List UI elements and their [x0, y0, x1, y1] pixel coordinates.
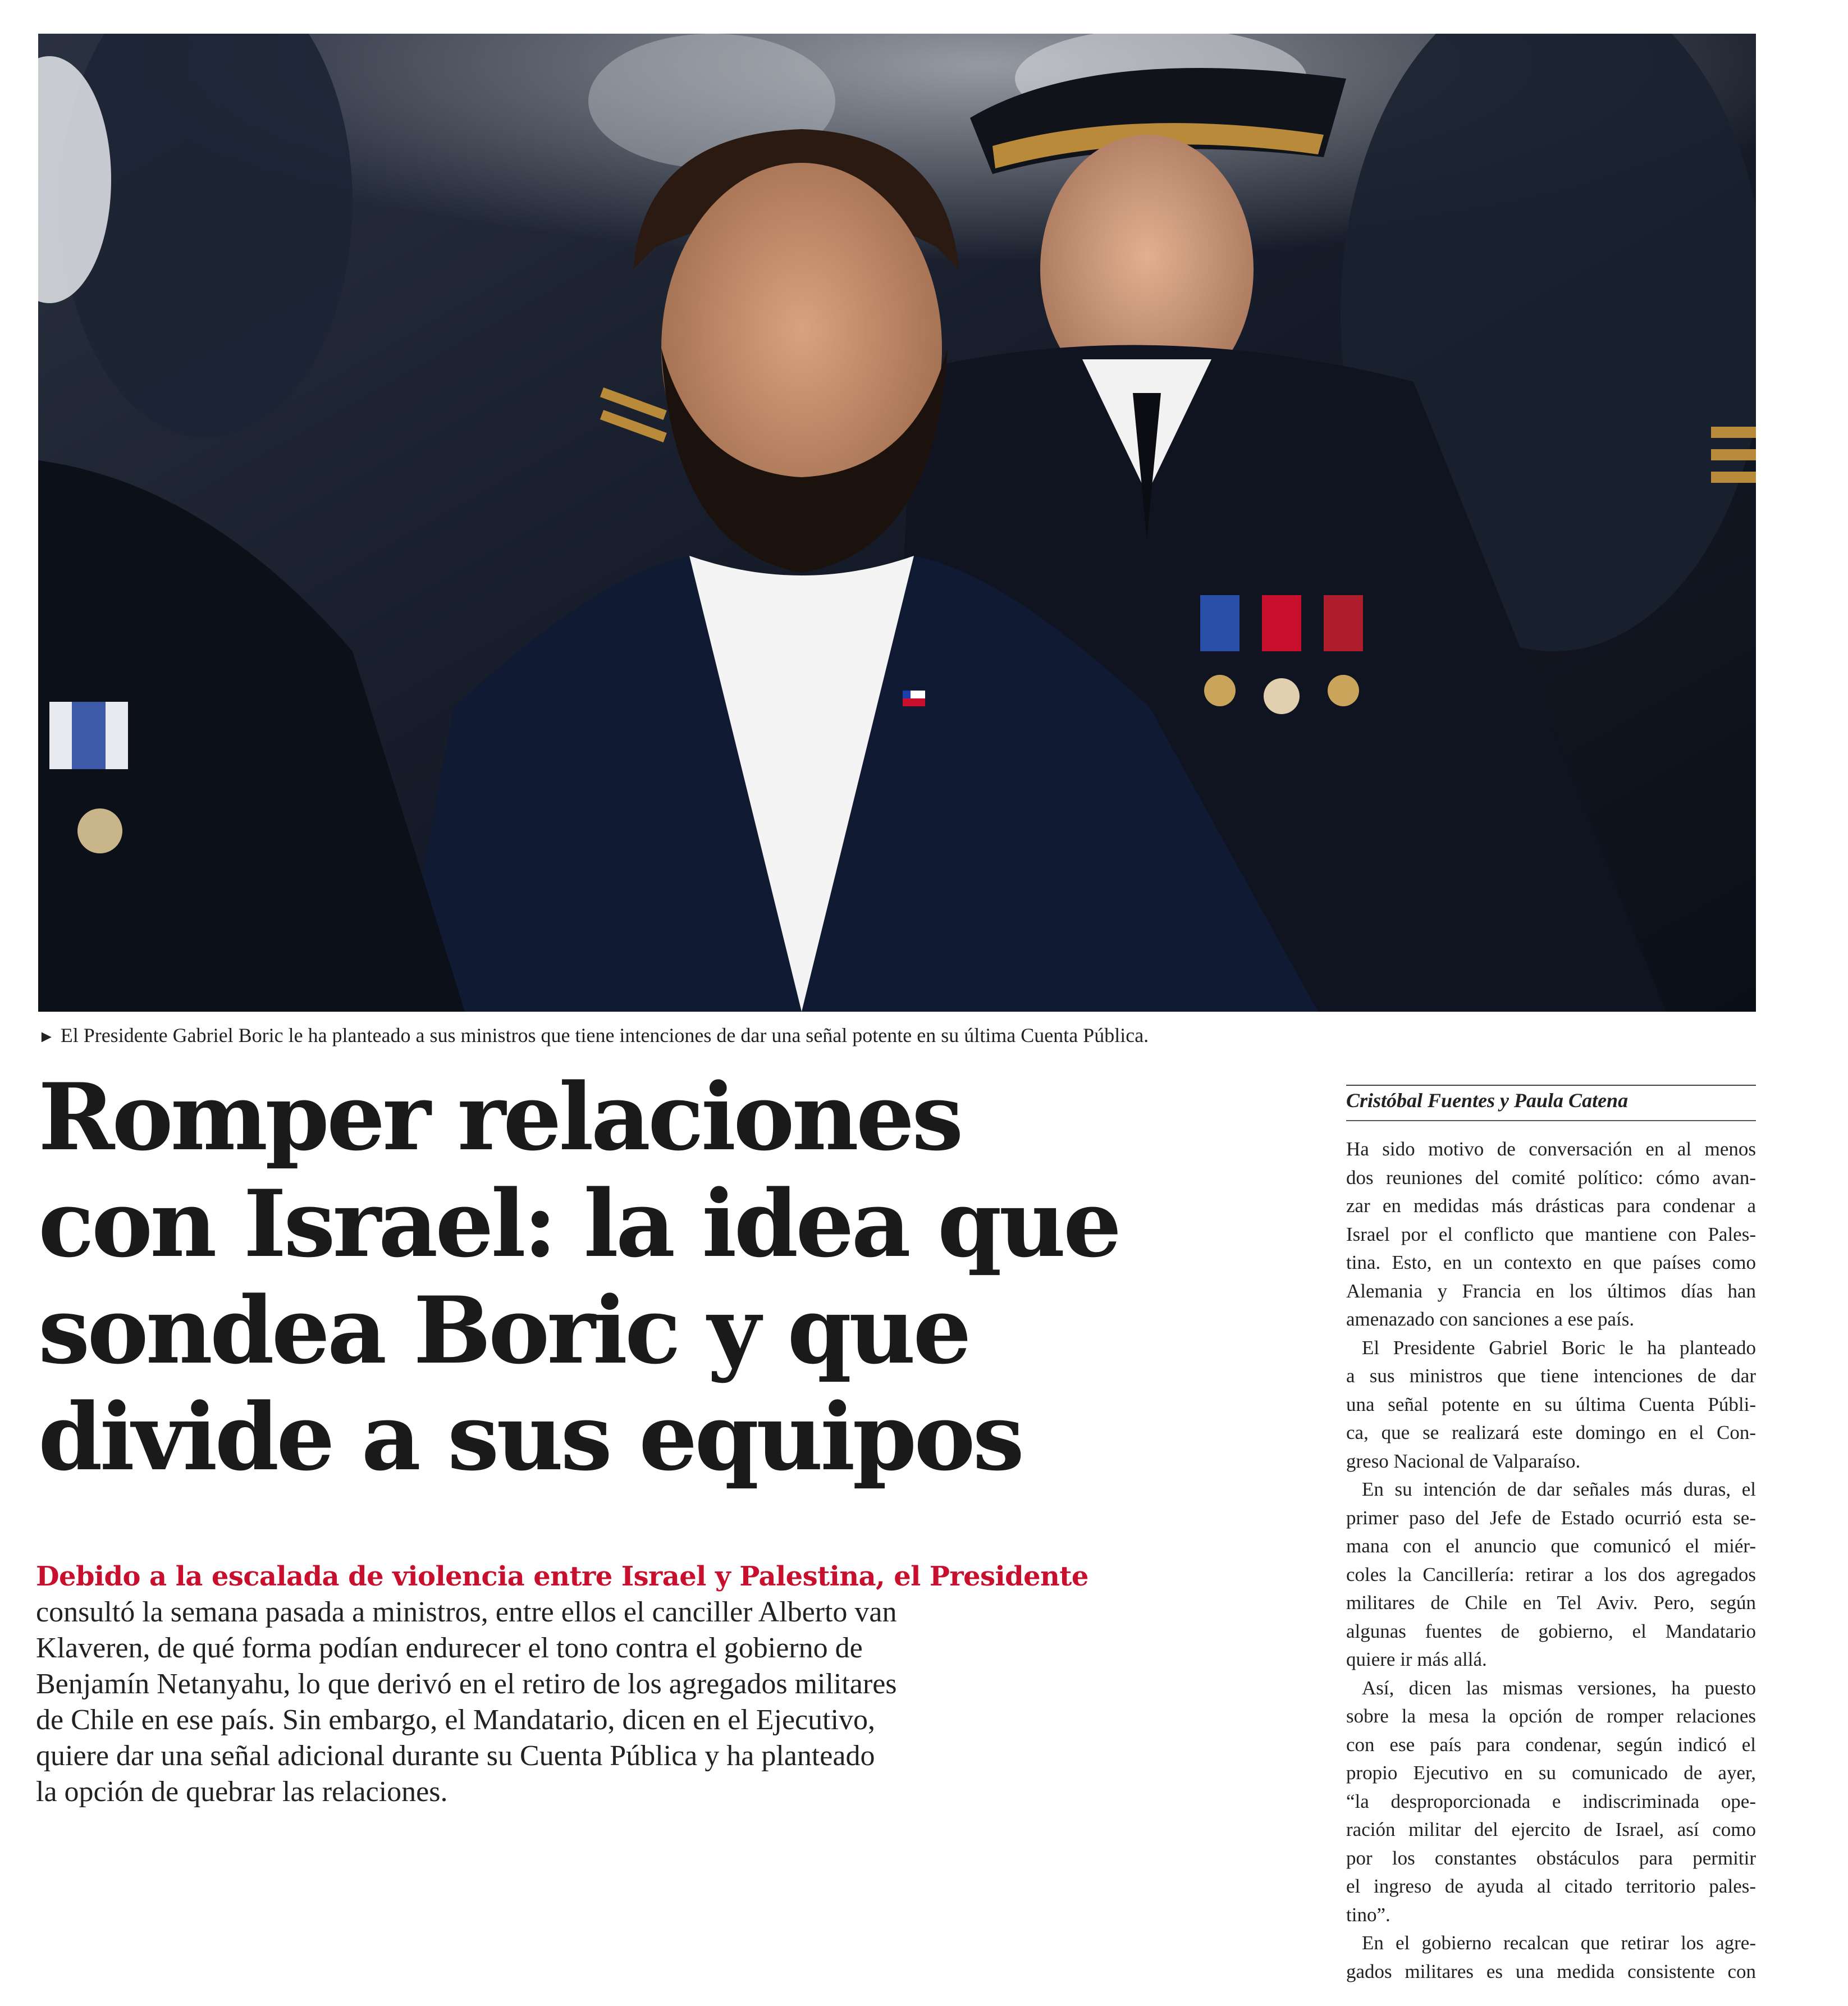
headline-line: Romper relaciones — [38, 1063, 961, 1171]
body-line: sobre la mesa la opción de romper relaciones — [1346, 1705, 1756, 1727]
lead-photo — [38, 34, 1756, 1012]
lede-line: de Chile en ese país. Sin embargo, el Mandatario, dicen en el Ejecutivo, — [36, 1704, 876, 1736]
lede-line: Klaveren, de qué forma podían endurecer el tono contra el gobierno de — [36, 1632, 863, 1664]
article-body — [1346, 1135, 1756, 1986]
lede-line: consultó la semana pasada a ministros, entre ellos el canciller Alberto van — [36, 1596, 897, 1628]
body-line: El Presidente Gabriel Boric le ha planteado — [1362, 1336, 1756, 1359]
body-line: amenazado con sanciones a ese país. — [1346, 1308, 1635, 1330]
body-line: quiere ir más allá. — [1346, 1648, 1487, 1670]
caption-marker-icon: ► — [38, 1027, 55, 1046]
body-line: Así, dicen las mismas versiones, ha puesto — [1362, 1676, 1756, 1699]
body-line: zar en medidas más drásticas para condenar a — [1346, 1195, 1756, 1217]
body-line: tina. Esto, en un contexto en que países como — [1346, 1251, 1756, 1273]
headline-line: divide a sus equipos — [38, 1383, 1022, 1491]
lede — [36, 1559, 1088, 1810]
body-line: propio Ejecutivo en su comunicado de ayer, — [1346, 1762, 1756, 1784]
byline-bottom-rule — [1346, 1120, 1756, 1121]
body-line: gados militares es una medida consistente con — [1346, 1960, 1756, 1982]
body-line: dos reuniones del comité político: cómo avan- — [1346, 1166, 1756, 1189]
lede-line: Benjamín Netanyahu, lo que derivó en el retiro de los agregados militares — [36, 1668, 897, 1700]
lede-kicker: Debido a la escalada de violencia entre Israel y Palestina, el Presidente — [36, 1561, 1088, 1592]
body-line: “la desproporcionada e indiscriminada ope- — [1346, 1790, 1756, 1812]
lede-line: quiere dar una señal adicional durante su Cuenta Pública y ha planteado — [36, 1740, 875, 1772]
headline-line: con Israel: la idea que — [38, 1169, 1119, 1278]
body-line: greso Nacional de Valparaíso. — [1346, 1450, 1581, 1472]
body-line: algunas fuentes de gobierno, el Mandatario — [1346, 1620, 1756, 1642]
body-line: primer paso del Jefe de Estado ocurrió esta se- — [1346, 1506, 1756, 1529]
body-line: a sus ministros que tiene intenciones de dar — [1346, 1365, 1756, 1387]
headline — [38, 1064, 1161, 1491]
body-line: mana con el anuncio que comunicó el miér- — [1346, 1535, 1756, 1557]
body-line: con ese país para condenar, según indicó el — [1346, 1733, 1756, 1756]
body-line: coles la Cancillería: retirar a los dos agregados — [1346, 1563, 1756, 1585]
body-line: Alemania y Francia en los últimos días han — [1346, 1280, 1756, 1302]
body-line: por los constantes obstáculos para permitir — [1346, 1847, 1756, 1869]
body-line: militares de Chile en Tel Aviv. Pero, según — [1346, 1592, 1756, 1614]
body-line: En el gobierno recalcan que retirar los agre- — [1362, 1932, 1756, 1954]
lede-line: la opción de quebrar las relaciones. — [36, 1776, 448, 1808]
body-line: ración militar del ejercito de Israel, así como — [1346, 1818, 1756, 1840]
body-line: tino”. — [1346, 1903, 1390, 1926]
photo-caption — [38, 1022, 1756, 1050]
body-line: ca, que se realizará este domingo en el Con- — [1346, 1422, 1756, 1443]
body-line: Ha sido motivo de conversación en al menos — [1346, 1138, 1756, 1160]
body-line: Israel por el conflicto que mantiene con Pales- — [1346, 1223, 1756, 1245]
body-line: una señal potente en su última Cuenta Públi- — [1346, 1393, 1756, 1415]
body-line: el ingreso de ayuda al citado territorio pales- — [1346, 1875, 1756, 1897]
headline-line: sondea Boric y que — [38, 1276, 969, 1384]
body-line: En su intención de dar señales más duras, el — [1362, 1478, 1756, 1500]
byline: Cristóbal Fuentes y Paula Catena — [1346, 1089, 1629, 1112]
byline-top-rule — [1346, 1085, 1756, 1086]
caption-text: El Presidente Gabriel Boric le ha planteado a sus ministros que tiene intenciones de dar una señal potente en su última Cuenta Pública. — [60, 1024, 1149, 1047]
photo-illustration — [38, 34, 1756, 1012]
